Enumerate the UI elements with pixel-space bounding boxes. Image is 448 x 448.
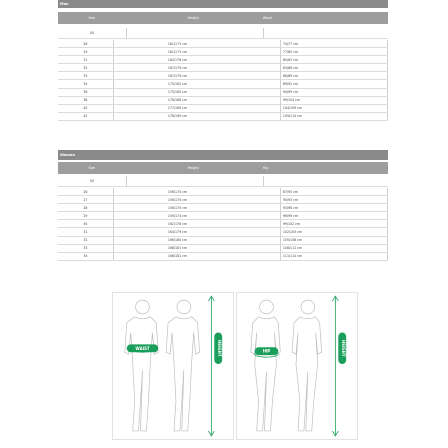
women-section-title: Woman — [58, 150, 388, 160]
women-header-height: Height — [187, 166, 199, 170]
measure-cell: 74/77 cm — [280, 40, 387, 48]
size-cell: 28 — [58, 40, 113, 48]
height-cell: 161/173 cm — [113, 40, 280, 48]
men-header-size: Size — [88, 16, 96, 20]
table-row — [58, 48, 388, 56]
table-row — [58, 252, 388, 260]
women-header-size: Size — [88, 166, 96, 170]
size-cell: 32 — [58, 64, 113, 72]
measure-cell: 83/86 cm — [280, 64, 387, 72]
measure-cell: 96/99 cm — [280, 212, 387, 220]
women-measurement-diagram — [236, 292, 358, 440]
measure-cell: 111/114 cm — [280, 252, 387, 260]
table-row — [58, 228, 388, 236]
men-us-row — [58, 28, 388, 39]
size-cell: 36 — [58, 88, 113, 96]
table-row — [58, 104, 388, 112]
size-cell: 28 — [58, 204, 113, 212]
height-cell: 177/189 cm — [113, 104, 280, 112]
table-row — [58, 220, 388, 228]
measure-cell: 90/93 cm — [280, 196, 387, 204]
height-cell: 173/185 cm — [113, 88, 280, 96]
height-cell: 167/179 cm — [113, 72, 280, 80]
height-cell: 161/173 cm — [113, 48, 280, 56]
height-cell: 159/174 cm — [113, 212, 280, 220]
height-cell: 167/179 cm — [113, 64, 280, 72]
height-cell: 156/170 cm — [113, 196, 280, 204]
measure-cell: 86/89 cm — [280, 72, 387, 80]
measure-cell: 99/102 cm — [280, 220, 387, 228]
women-hip-label: HIP — [262, 348, 271, 354]
table-row — [58, 112, 388, 120]
table-row — [58, 96, 388, 104]
size-cell: 38 — [58, 96, 113, 104]
size-cell: 30 — [58, 220, 113, 228]
table-row — [58, 196, 388, 204]
size-cell: 33 — [58, 244, 113, 252]
size-cell: 33 — [58, 72, 113, 80]
table-row — [58, 244, 388, 252]
table-row — [58, 204, 388, 212]
measure-cell: 99/104 cm — [280, 96, 387, 104]
height-cell: 164/176 cm — [113, 56, 280, 64]
women-header-hip: Hip — [262, 166, 269, 170]
men-body-outline — [113, 293, 233, 439]
table-row — [58, 64, 388, 72]
height-cell: 178/190 cm — [113, 112, 280, 120]
table-row — [58, 40, 388, 48]
size-cell: 29 — [58, 48, 113, 56]
height-cell: 168/181 cm — [113, 244, 280, 252]
men-waist-label: WAIST — [135, 345, 150, 351]
table-row — [58, 236, 388, 244]
height-cell: 176/188 cm — [113, 96, 280, 104]
women-us-label: US — [89, 179, 95, 183]
size-cell: 34 — [58, 80, 113, 88]
height-cell: 170/182 cm — [113, 80, 280, 88]
size-cell: 31 — [58, 56, 113, 64]
men-table-header — [58, 12, 388, 24]
men-height-label: HEIGHT — [217, 339, 223, 357]
men-size-table — [58, 40, 388, 121]
measure-cell: 104/109 cm — [280, 104, 387, 112]
size-cell: 32 — [58, 236, 113, 244]
size-cell: 42 — [58, 112, 113, 120]
size-cell: 34 — [58, 252, 113, 260]
size-cell: 40 — [58, 104, 113, 112]
men-us-label: US — [89, 31, 95, 35]
measure-cell: 108/111 cm — [280, 244, 387, 252]
men-measurement-diagram — [112, 292, 234, 440]
measure-cell: 77/80 cm — [280, 48, 387, 56]
measure-cell: 89/92 cm — [280, 80, 387, 88]
size-cell: 27 — [58, 196, 113, 204]
measure-cell: 80/83 cm — [280, 56, 387, 64]
women-table-header — [58, 162, 388, 174]
table-row — [58, 188, 388, 196]
height-cell: 168/181 cm — [113, 252, 280, 260]
measure-cell: 87/90 cm — [280, 188, 387, 196]
measure-cell: 105/108 cm — [280, 236, 387, 244]
women-height-label: HEIGHT — [341, 339, 347, 357]
measure-cell: 94/99 cm — [280, 88, 387, 96]
height-cell: 166/180 cm — [113, 236, 280, 244]
size-cell: 29 — [58, 212, 113, 220]
measure-cell: 93/96 cm — [280, 204, 387, 212]
size-cell: 31 — [58, 228, 113, 236]
table-row — [58, 88, 388, 96]
height-cell: 156/170 cm — [113, 188, 280, 196]
women-us-row — [58, 176, 388, 187]
women-size-table — [58, 188, 388, 261]
table-row — [58, 56, 388, 64]
height-cell: 164/179 cm — [113, 228, 280, 236]
table-row — [58, 212, 388, 220]
men-section-title: Man — [58, 0, 388, 8]
table-row — [58, 72, 388, 80]
height-cell: 156/170 cm — [113, 204, 280, 212]
table-row — [58, 80, 388, 88]
men-header-waist: Waist — [262, 16, 273, 20]
women-body-outline — [237, 293, 357, 439]
height-cell: 162/178 cm — [113, 220, 280, 228]
size-cell: 26 — [58, 188, 113, 196]
measure-cell: 102/105 cm — [280, 228, 387, 236]
measure-cell: 109/114 cm — [280, 112, 387, 120]
men-header-height: Height — [187, 16, 199, 20]
